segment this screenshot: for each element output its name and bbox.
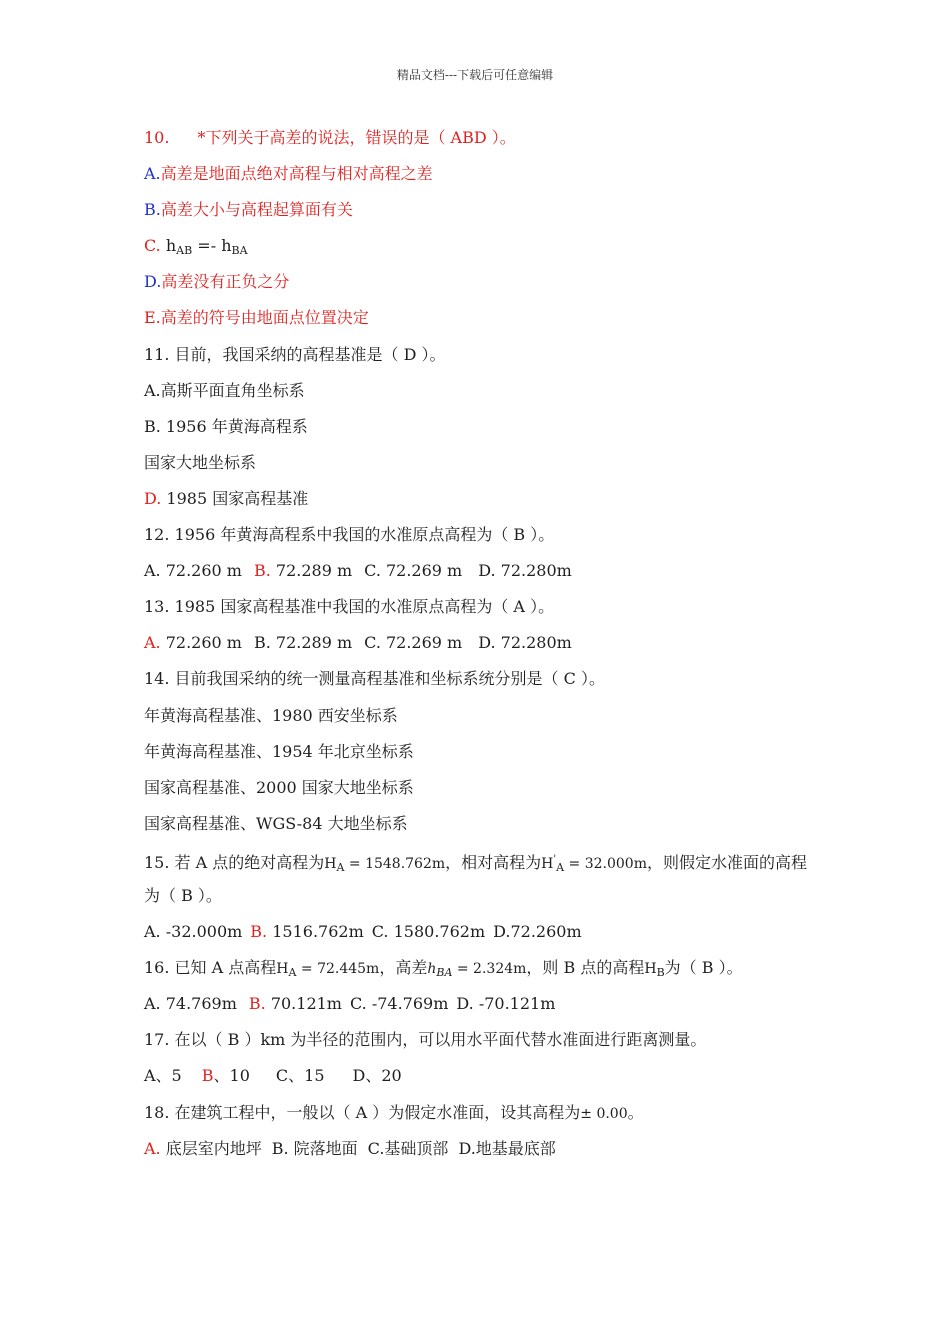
option-10b (144, 196, 824, 232)
option-18d: D.地基最底部 (458, 1138, 556, 1158)
formula-hb: $H_B$ (644, 961, 665, 980)
option-15c: C. 1580.762m (371, 922, 486, 942)
option-letter: E. (144, 308, 161, 328)
option-15a: A. -32.000m (144, 922, 243, 942)
question-text: *下列关于高差的说法，错误的是（ ABD ）。 (197, 128, 516, 147)
option-12c: C. 72.269 m (364, 561, 463, 581)
option-14d: 国家高程基准、WGS-84 大地坐标系 (144, 813, 408, 833)
option-17b: 、10 (213, 1066, 250, 1086)
option-16a: A. 74.769m (144, 994, 237, 1014)
option-letter: B (201, 1066, 214, 1086)
option-18c: C.基础顶部 (367, 1138, 449, 1158)
option-11d (144, 485, 824, 521)
option-text: 高差是地面点绝对高程与相对高程之差 (160, 164, 433, 184)
option-18a: 底层室内地坪 (160, 1138, 262, 1158)
question-13: 13. 1985 国家高程基准中我国的水准原点高程为（ A ）。 (144, 597, 555, 617)
question-15-cont: 为（ B ）。 (144, 885, 222, 905)
options-12 (144, 557, 824, 593)
question-10 (144, 124, 824, 160)
options-17 (144, 1062, 824, 1098)
formula: $h_{AB} =- h_{BA}$ (165, 236, 248, 258)
option-13d: D. 72.280m (478, 633, 572, 653)
option-10e (144, 304, 824, 340)
option-17d: D、20 (352, 1066, 402, 1086)
question-14: 14. 目前我国采纳的统一测量高程基准和坐标系统分别是（ C ）。 (144, 669, 605, 689)
option-12a: A. 72.260 m (144, 561, 242, 581)
option-17a: A、5 (144, 1066, 182, 1086)
formula-ha-relative: $H'_A = 32.000m$ (541, 853, 647, 874)
option-letter: A. (144, 633, 161, 653)
option-14a: 年黄海高程基准、1980 西安坐标系 (144, 705, 398, 725)
question-11: 11. 目前，我国采纳的高程基准是（ D ）。 (144, 344, 446, 364)
option-16d: D. -70.121m (456, 994, 556, 1014)
option-15b: 1516.762m (267, 922, 364, 942)
option-14c: 国家高程基准、2000 国家大地坐标系 (144, 777, 414, 797)
option-text: 高差的符号由地面点位置决定 (160, 308, 369, 328)
option-13b: B. 72.289 m (253, 633, 353, 653)
option-letter: D. (144, 488, 162, 508)
option-10a (144, 160, 824, 196)
question-15: 15. 若 A 点的绝对高程为$H_A = 1548.762m$，相对高程为$H'_A = 32.000m$，则假定水准面的高程 (144, 852, 808, 874)
option-10d (144, 268, 824, 304)
option-16b: 70.121m (265, 994, 342, 1014)
option-14b: 年黄海高程基准、1954 年北京坐标系 (144, 741, 414, 761)
option-10c (144, 232, 824, 268)
options-15 (144, 918, 824, 954)
page-header: 精品文档---下载后可任意编辑 (396, 68, 554, 82)
options-18 (144, 1135, 824, 1171)
option-letter: A. (144, 164, 161, 184)
option-letter: B. (253, 561, 271, 581)
option-letter: B. (248, 994, 266, 1014)
document-body (144, 124, 824, 1171)
question-12: 12. 1956 年黄海高程系中我国的水准原点高程为（ B ）。 (144, 525, 555, 545)
question-18: 18. 在建筑工程中，一般以（ A ）为假定水准面，设其高程为± 0.00。 (144, 1102, 644, 1122)
option-11a: A.高斯平面直角坐标系 (144, 380, 305, 400)
option-11b: B. 1956 年黄海高程系 (144, 416, 308, 436)
option-letter: B. (144, 200, 161, 220)
option-13a: 72.260 m (160, 633, 242, 653)
option-12b: 72.289 m (270, 561, 353, 581)
option-letter: B. (250, 922, 268, 942)
option-16c: C. -74.769m (349, 994, 449, 1014)
question-number: 10. (144, 128, 170, 147)
option-text: 高差没有正负之分 (161, 272, 290, 292)
option-15d: D.72.260m (493, 922, 582, 942)
option-18b: B. 院落地面 (271, 1138, 358, 1158)
option-text: 高差大小与高程起算面有关 (160, 200, 353, 220)
option-13c: C. 72.269 m (364, 633, 463, 653)
formula-ha: $H_A = 72.445m$ (276, 961, 380, 980)
question-16: 16. 已知 A 点高程$H_A = 72.445m$，高差$h_{BA} = 2.324m$，则 B 点的高程$H_B$为（ B ）。 (144, 958, 743, 980)
option-12d: D. 72.280m (478, 561, 572, 581)
option-text: 1985 国家高程基准 (161, 488, 309, 508)
options-16 (144, 990, 824, 1026)
option-letter: A. (144, 1138, 161, 1158)
option-17c: C、15 (275, 1066, 325, 1086)
formula-elevation: ± 0.00 (580, 1105, 628, 1122)
option-letter: D. (144, 272, 162, 292)
option-letter: C. (144, 236, 161, 256)
option-11c: 国家大地坐标系 (144, 452, 257, 472)
question-17: 17. 在以（ B ）km 为半径的范围内，可以用水平面代替水准面进行距离测量。 (144, 1030, 707, 1050)
options-13 (144, 629, 824, 665)
formula-ha: $H_A = 1548.762m$ (324, 855, 446, 874)
formula-hba: $h_{BA} = 2.324m$ (427, 961, 527, 980)
